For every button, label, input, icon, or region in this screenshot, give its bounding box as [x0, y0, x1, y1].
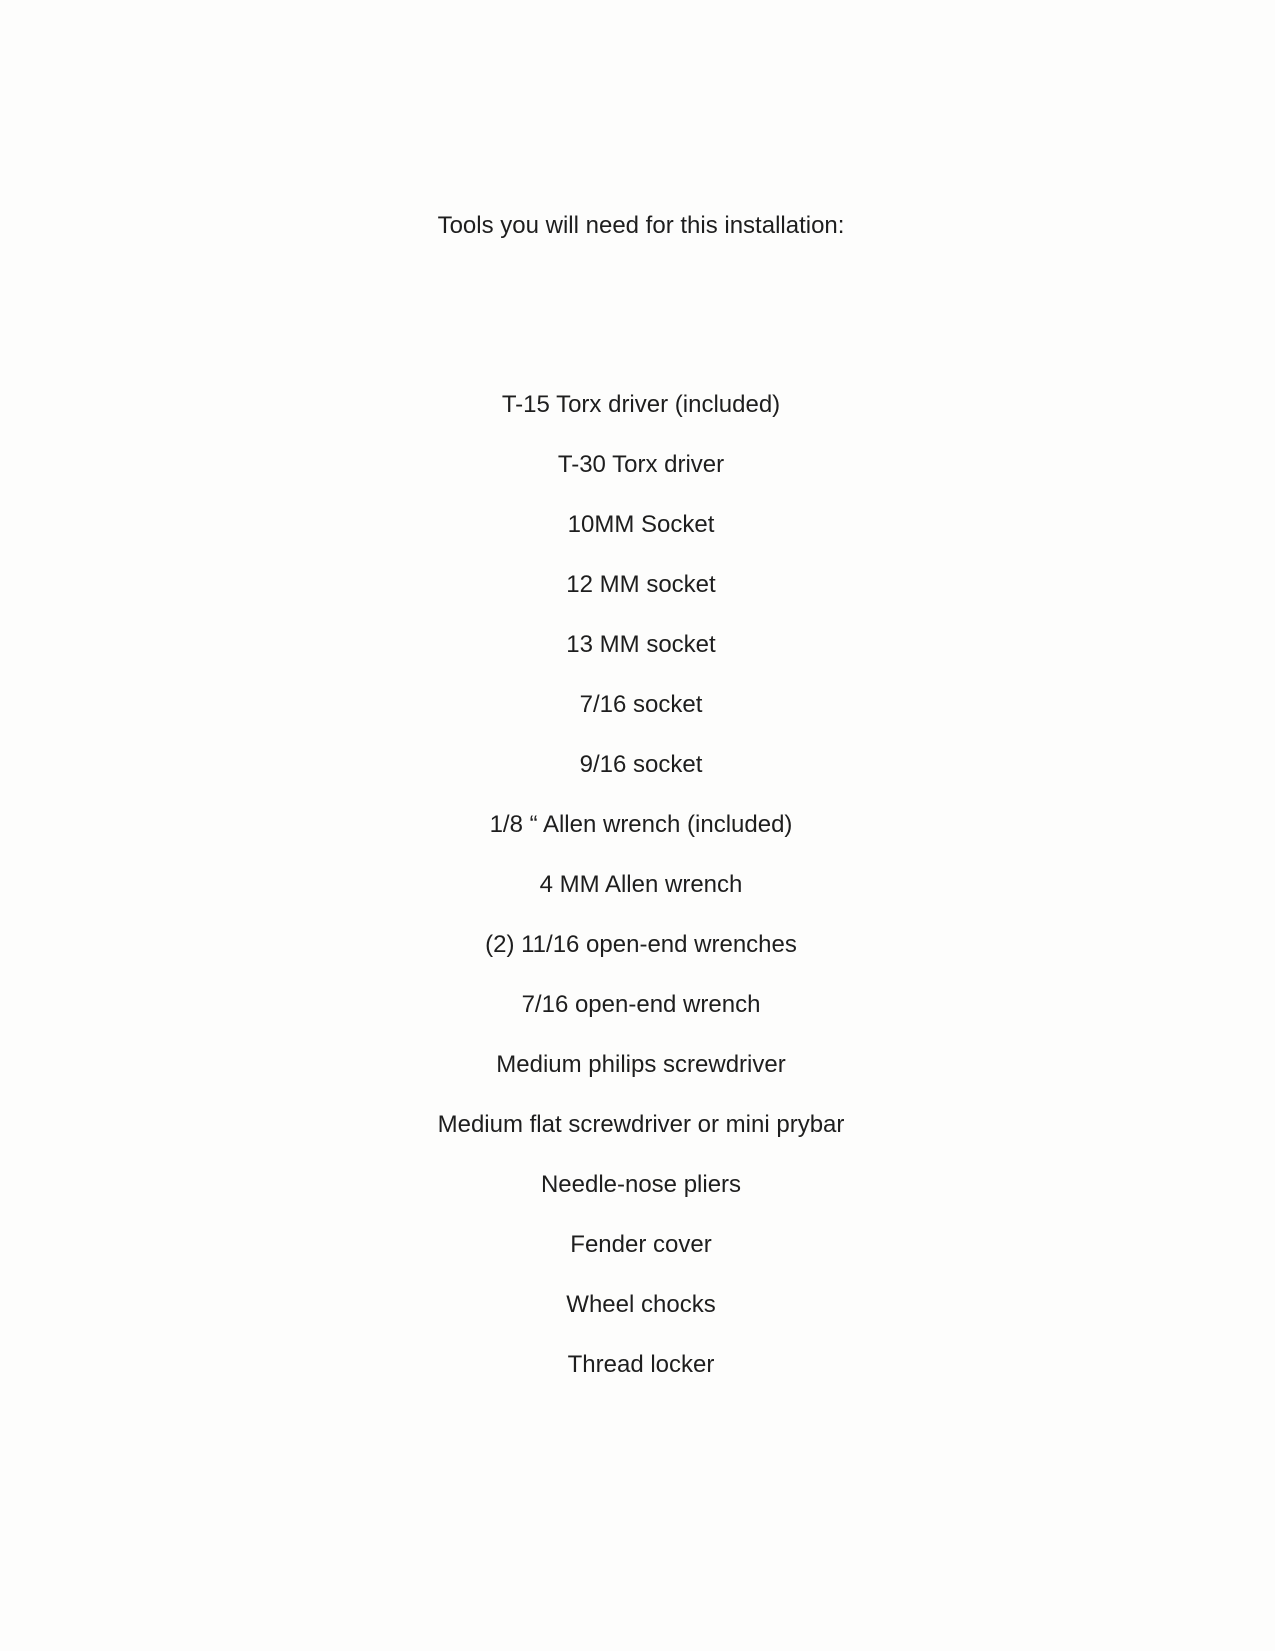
list-item: Medium philips screwdriver — [496, 1051, 786, 1078]
list-item: 10MM Socket — [567, 511, 715, 538]
list-item: 4 MM Allen wrench — [539, 871, 743, 898]
list-item: 9/16 socket — [579, 751, 703, 778]
list-item: 12 MM socket — [566, 571, 716, 598]
list-item: Wheel chocks — [566, 1291, 716, 1318]
list-item: (2) 11/16 open-end wrenches — [485, 931, 797, 958]
list-item: T-15 Torx driver (included) — [501, 391, 781, 418]
list-item: Needle-nose pliers — [540, 1171, 742, 1198]
list-item: Fender cover — [570, 1231, 712, 1258]
list-item: 7/16 socket — [579, 691, 703, 718]
page-heading: Tools you will need for this installation: — [437, 212, 845, 239]
list-item: T-30 Torx driver — [557, 451, 725, 478]
list-item: Medium flat screwdriver or mini prybar — [437, 1111, 845, 1138]
tool-list — [0, 390, 1275, 1410]
list-item: 7/16 open-end wrench — [521, 991, 761, 1018]
list-item: 1/8 “ Allen wrench (included) — [489, 811, 793, 838]
list-item: 13 MM socket — [566, 631, 716, 658]
list-item: Thread locker — [567, 1351, 715, 1378]
